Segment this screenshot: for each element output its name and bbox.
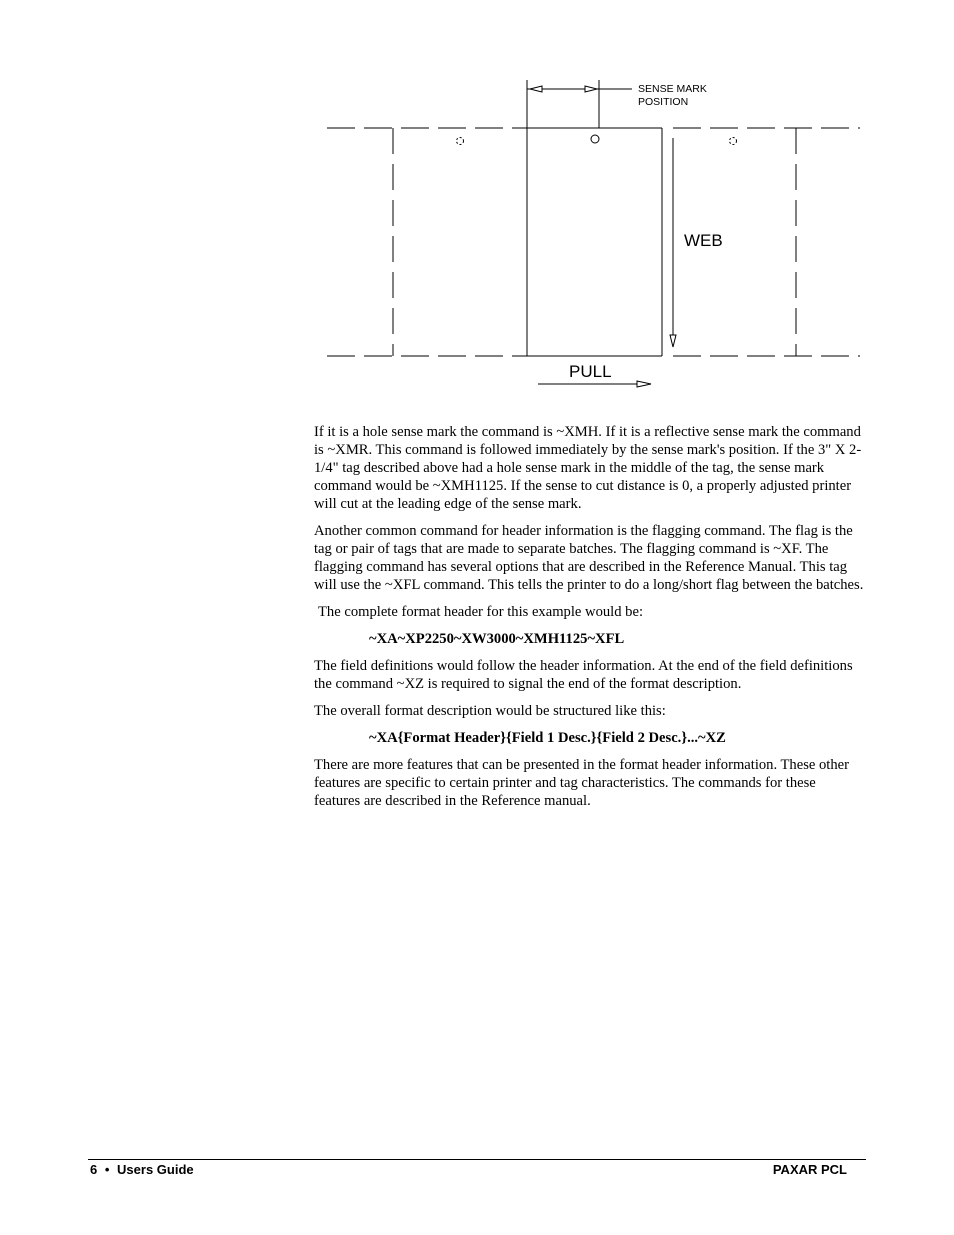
web-arrowhead — [670, 335, 676, 347]
paragraph-hole-sense-mark: If it is a hole sense mark the command is ~XMH. If it is a reflective sense mark the command is ~XMR. This command is followed immediately by the sense mark's position. If the 3" X 2-1/4" tag described above had a hole sense mark in the middle of the tag, the sense mark command would be ~XMH1125. If the sense to cut distance is 0, a properly adjusted printer will cut at the leading edge of the sense mark. — [314, 424, 862, 512]
web-label: WEB — [684, 231, 723, 250]
footer-bullet: • — [104, 1162, 110, 1177]
code-format-header: ~XA~XP2250~XW3000~XMH1125~XFL — [369, 631, 625, 647]
sense-mark-diagram — [0, 0, 954, 400]
paragraph-header-intro: The complete format header for this example would be: — [318, 604, 643, 620]
pull-label: PULL — [569, 362, 612, 381]
page-number: 6 — [90, 1162, 98, 1177]
sense-mark-hole — [591, 135, 599, 143]
sense-mark-hole-faint-right — [730, 138, 737, 145]
paragraph-field-definitions: The field definitions would follow the header information. At the end of the field definitions the command ~XZ is required to signal the end of the format description. — [314, 658, 853, 692]
dimension-arrowhead-left — [530, 86, 542, 92]
paragraph-structure-intro: The overall format description would be structured like this: — [314, 703, 666, 719]
pull-arrowhead — [637, 381, 651, 387]
dimension-arrowhead-right — [585, 86, 597, 92]
footer-product: PAXAR PCL — [772, 1162, 847, 1177]
body-text — [314, 423, 864, 819]
sense-mark-label: SENSE MARK — [638, 83, 707, 95]
sense-mark-label-2: POSITION — [638, 96, 689, 108]
footer-section: Users Guide — [117, 1162, 194, 1177]
footer-left — [90, 1162, 194, 1178]
sense-mark-hole-faint-left — [457, 138, 464, 145]
footer-rule — [88, 1159, 866, 1160]
code-format-structure: ~XA{Format Header}{Field 1 Desc.}{Field 2 Desc.}...~XZ — [369, 730, 726, 746]
paragraph-flagging-command: Another common command for header information is the flagging command. The flag is the tag or pair of tags that are made to separate batches. The flagging command is ~XF. The flagging command has several options that are described in the Reference Manual. This tag will use the ~XFL command. This tells the printer to do a long/short flag between the batches. — [314, 523, 864, 593]
paragraph-more-features: There are more features that can be presented in the format header information. These other features are specific to certain printer and tag characteristics. The commands for these features are described in the Reference manual. — [314, 757, 849, 809]
